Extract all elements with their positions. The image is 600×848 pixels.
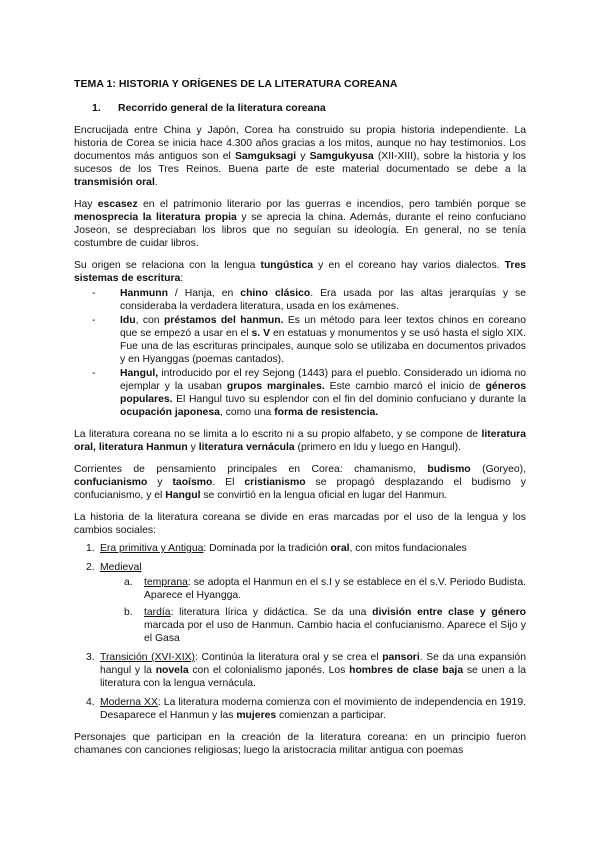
list-item: 2. Medieval a. temprana: se adopta el Hanmun en el s.I y se establece en el s.V. Periodo Budista. Aparece el Hyangga. b. tardía: literatura lírica y didáctica. Se da una división entre clase y género marcada por el uso de Hanmun. Cambio hacia el confucianismo. Aparece el Sijo y el Gasa	[86, 562, 526, 644]
eras-list	[74, 542, 526, 722]
list-item: 1. Era primitiva y Antigua: Dominada por la tradición oral, con mitos fundacionales	[86, 543, 467, 554]
list-item: 4. Moderna XX: La literatura moderna comienza con el movimiento de independencia en 1919. Desaparece el Hanmun y las mujeres comienzan a participar.	[86, 697, 526, 721]
list-item: - Hangul, introducido por el rey Sejong (1443) para el pueblo. Considerado un idioma no ejemplar y la usaban grupos marginales. Este cambio marcó el inicio de géneros populares. El Hangul tuvo su esplendor con el fin del dominio confuciano y durante la ocupación japonesa, como una forma de resistencia.	[92, 368, 526, 418]
list-item: 3. Transición (XVI-XIX): Continúa la literatura oral y se crea el pansori. Se da una expansión hangul y la novela con el colonialismo japonés. Los hombres de clase baja se unen a la literatura con la lengua vernácula.	[86, 652, 527, 689]
section-number: 1.	[92, 102, 101, 114]
section-heading	[74, 102, 526, 115]
paragraph-thought: Corrientes de pensamiento principales en Corea: chamanismo, budismo (Goryeo), confucianismo y taoísmo. El cristianismo se propagó desplazando el budismo y confucianismo, y el Hangul se convirtió en la lengua oficial en lugar del Hanmun.	[74, 464, 526, 501]
paragraph-origin: Su origen se relaciona con la lengua tungústica y en el coreano hay varios dialectos. Tres sistemas de escritura:	[74, 260, 526, 284]
paragraph-composition: La literatura coreana no se limita a lo escrito ni a su propio alfabeto, y se compone de literatura oral, literatura Hanmun y literatura vernácula (primero en Idu y luego en Hangul).	[74, 429, 526, 453]
section-label: Recorrido general de la literatura coreana	[118, 102, 326, 114]
medieval-sublist	[100, 576, 526, 645]
document-title: TEMA 1: HISTORIA Y ORÍGENES DE LA LITERATURA COREANA	[74, 78, 398, 90]
list-item: - Hanmunn / Hanja, en chino clásico. Era usada por las altas jerarquías y se consideraba la verdadera literatura, usada en los exámenes.	[92, 288, 526, 312]
writing-systems-list	[74, 287, 526, 419]
paragraph-scarcity: Hay escasez en el patrimonio literario por las guerras e incendios, pero también porque se menosprecia la literatura propia y se aprecia la china. Además, durante el reino confuciano Joseon, se despreciaban los libros que no seguían su ideología. En general, no se tenía costumbre de cuidar libros.	[74, 199, 526, 249]
list-item: - Idu, con préstamos del hanmun. Es un método para leer textos chinos en coreano que se empezó a usar en el s. V en estatuas y monumentos y se usó hasta el siglo XIX. Fue una de las escrituras principales, aunque solo se utilizaba en documentos privados y en Hyanggas (poemas cantados).	[92, 315, 526, 365]
paragraph-intro: Encrucijada entre China y Japón, Corea ha construido su propia historia independiente. La historia de Corea se inicia hace 4.300 años gracias a los mitos, aunque no hay testimonios. Los documentos más antiguos son el Samguksagi y Samgukyusa (XII-XIII), sobre la historia y los sucesos de los Tres Reinos. Buena parte de este material documentado se debe a la transmisión oral.	[74, 125, 527, 188]
paragraph-participants: Personajes que participan en la creación de la literatura coreana: en un principio fueron chamanes con canciones religiosas; luego la aristocracia militar antigua con poemas	[74, 732, 526, 756]
paragraph-eras-intro: La historia de la literatura coreana se divide en eras marcadas por el uso de la lengua y los cambios sociales:	[74, 512, 526, 536]
list-item: b. tardía: literatura lírica y didáctica. Se da una división entre clase y género marcada por el uso de Hanmun. Cambio hacia el confucianismo. Aparece el Sijo y el Gasa	[124, 607, 526, 644]
list-item: a. temprana: se adopta el Hanmun en el s.I y se establece en el s.V. Periodo Budista. Aparece el Hyangga.	[124, 577, 526, 601]
